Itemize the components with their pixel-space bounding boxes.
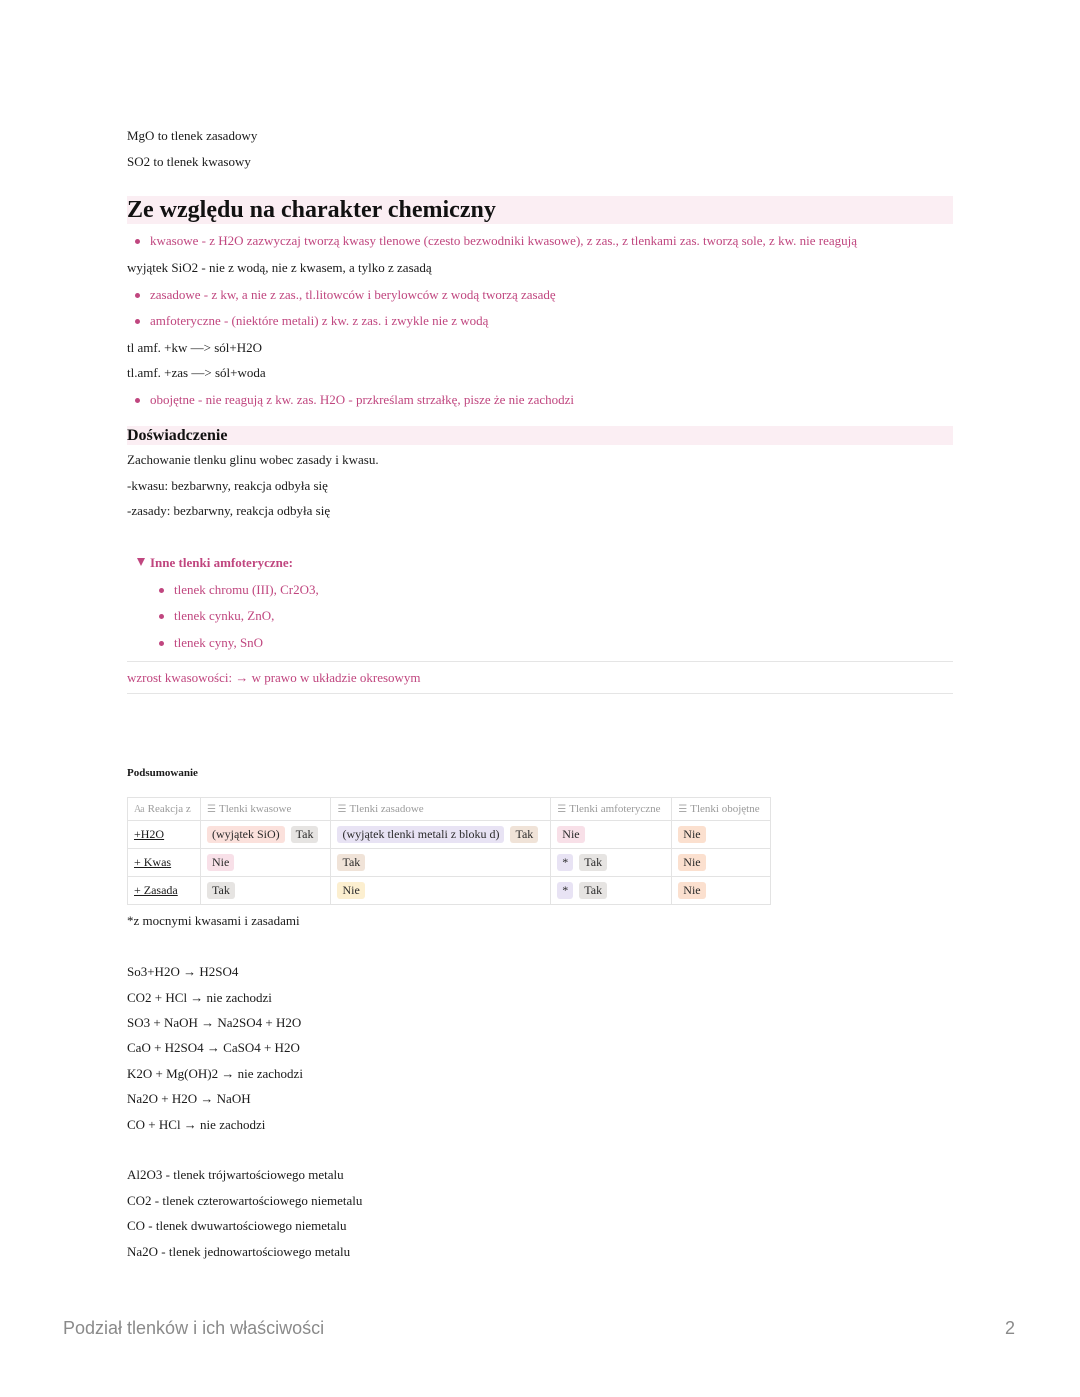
tag: (wyjątek SiO) bbox=[207, 826, 285, 843]
equation-line: tl.amf. +zas —> sól+woda bbox=[127, 365, 266, 380]
table-header-row bbox=[128, 798, 771, 821]
bullet-icon bbox=[159, 641, 164, 646]
tag: Tak bbox=[337, 854, 365, 871]
text-line: Zachowanie tlenku glinu wobec zasady i kwasu. bbox=[127, 452, 379, 467]
divider bbox=[127, 661, 953, 662]
row-name-cell[interactable] bbox=[128, 821, 201, 849]
footnote: *z mocnymi kwasami i zasadami bbox=[127, 913, 300, 928]
text-line: -zasady: bezbarwny, reakcja odbyła się bbox=[127, 503, 331, 518]
column-header[interactable]: ☰ Tlenki amfoteryczne bbox=[551, 798, 672, 821]
valency-line: CO2 - tlenek czterowartościowego niemetalu bbox=[127, 1193, 363, 1208]
table-cell[interactable] bbox=[551, 849, 672, 877]
column-header[interactable]: ☰ Tlenki kwasowe bbox=[201, 798, 331, 821]
table-cell[interactable] bbox=[551, 877, 672, 905]
list-property-icon: ☰ bbox=[557, 804, 566, 815]
tag: Nie bbox=[337, 882, 364, 899]
equation-line: tl amf. +kw —> sól+H2O bbox=[127, 340, 263, 355]
column-header[interactable]: Aa Reakcja z bbox=[128, 798, 201, 821]
tag: Tak bbox=[207, 882, 235, 899]
text-line: -kwasu: bezbarwny, reakcja odbyła się bbox=[127, 478, 328, 493]
tag: Nie bbox=[207, 854, 234, 871]
bullet-icon bbox=[135, 239, 140, 244]
reaction-line: CO + HCl → nie zachodzi bbox=[127, 1117, 266, 1132]
table-cell[interactable] bbox=[331, 821, 551, 849]
tag: (wyjątek tlenki metali z bloku d) bbox=[337, 826, 504, 843]
table-cell[interactable] bbox=[331, 849, 551, 877]
valency-line: Al2O3 - tlenek trójwartościowego metalu bbox=[127, 1167, 344, 1182]
column-header[interactable]: ☰ Tlenki obojętne bbox=[672, 798, 771, 821]
text-property-icon: Aa bbox=[134, 804, 144, 815]
list-property-icon: ☰ bbox=[207, 804, 215, 815]
tag: * bbox=[557, 882, 573, 899]
triangle-down-icon[interactable] bbox=[137, 558, 145, 566]
note-line: wyjątek SiO2 - nie z wodą, nie z kwasem, a tylko z zasadą bbox=[127, 260, 432, 275]
toggle-item: tlenek cyny, SnO bbox=[159, 635, 263, 651]
tag: Tak bbox=[579, 882, 607, 899]
row-name-link[interactable]: +H2O bbox=[134, 827, 165, 841]
valency-line: Na2O - tlenek jednowartościowego metalu bbox=[127, 1244, 351, 1259]
table-cell[interactable] bbox=[201, 849, 331, 877]
row-name-link[interactable]: + Zasada bbox=[134, 883, 178, 897]
summary-table bbox=[127, 797, 771, 905]
list-item: obojętne - nie reagują z kw. zas. H2O - przkreślam strzałkę, pisze że nie zachodzi bbox=[135, 392, 574, 408]
table-title: Podsumowanie bbox=[127, 767, 198, 779]
reaction-line: So3+H2O → H2SO4 bbox=[127, 964, 239, 979]
tag: Nie bbox=[678, 854, 705, 871]
list-property-icon: ☰ bbox=[337, 804, 346, 815]
bullet-icon bbox=[135, 293, 140, 298]
row-name-cell[interactable] bbox=[128, 849, 201, 877]
table-cell[interactable] bbox=[672, 849, 771, 877]
tag: Nie bbox=[557, 826, 584, 843]
section-heading bbox=[127, 426, 953, 445]
tag: Tak bbox=[291, 826, 319, 843]
table-row[interactable] bbox=[128, 821, 771, 849]
section-heading bbox=[127, 196, 953, 224]
list-item: kwasowe - z H2O zazwyczaj tworzą kwasy tlenowe (czesto bezwodniki kwasowe), z zas., z tlenkami zas. tworzą sole, z kw. nie reagują bbox=[135, 233, 857, 249]
heading-text: Doświadczenie bbox=[127, 427, 228, 444]
list-item: zasadowe - z kw, a nie z zas., tl.litowców i berylowców z wodą tworzą zasadę bbox=[135, 287, 556, 303]
bullet-icon bbox=[135, 319, 140, 324]
intro-line: SO2 to tlenek kwasowy bbox=[127, 154, 251, 169]
list-property-icon: ☰ bbox=[678, 804, 687, 815]
reaction-line: K2O + Mg(OH)2 → nie zachodzi bbox=[127, 1066, 303, 1081]
tag: Nie bbox=[678, 826, 705, 843]
toggle-item: tlenek cynku, ZnO, bbox=[159, 608, 274, 624]
table-cell[interactable] bbox=[551, 821, 672, 849]
table-cell[interactable] bbox=[201, 877, 331, 905]
table-cell[interactable] bbox=[672, 821, 771, 849]
row-name-link[interactable]: + Kwas bbox=[134, 855, 172, 869]
page-number: 2 bbox=[1005, 1318, 1016, 1338]
table-row[interactable] bbox=[128, 849, 771, 877]
bullet-icon bbox=[159, 614, 164, 619]
heading-text: Ze względu na charakter chemiczny bbox=[127, 197, 496, 223]
toggle-item: tlenek chromu (III), Cr2O3, bbox=[159, 582, 319, 598]
column-header[interactable]: ☰ Tlenki zasadowe bbox=[331, 798, 551, 821]
tag: Nie bbox=[678, 882, 705, 899]
table-cell[interactable] bbox=[331, 877, 551, 905]
reaction-line: Na2O + H2O → NaOH bbox=[127, 1091, 251, 1106]
tag: * bbox=[557, 854, 573, 871]
bullet-icon bbox=[159, 588, 164, 593]
reaction-line: SO3 + NaOH → Na2SO4 + H2O bbox=[127, 1015, 302, 1030]
table-cell[interactable] bbox=[201, 821, 331, 849]
footer-title: Podział tlenków i ich właściwości bbox=[63, 1318, 325, 1338]
tag: Tak bbox=[579, 854, 607, 871]
callout-text: wzrost kwasowości: → w prawo w układzie okresowym bbox=[127, 670, 421, 685]
valency-line: CO - tlenek dwuwartościowego niemetalu bbox=[127, 1218, 347, 1233]
table-cell[interactable] bbox=[672, 877, 771, 905]
tag: Tak bbox=[510, 826, 538, 843]
list-item: amfoteryczne - (niektóre metali) z kw. z zas. i zwykle nie z wodą bbox=[135, 313, 488, 329]
table-row[interactable] bbox=[128, 877, 771, 905]
row-name-cell[interactable] bbox=[128, 877, 201, 905]
reaction-line: CaO + H2SO4 → CaSO4 + H2O bbox=[127, 1040, 300, 1055]
bullet-icon bbox=[135, 398, 140, 403]
divider bbox=[127, 693, 953, 694]
intro-line: MgO to tlenek zasadowy bbox=[127, 128, 258, 143]
toggle-header[interactable]: Inne tlenki amfoteryczne: bbox=[137, 555, 293, 571]
reaction-line: CO2 + HCl → nie zachodzi bbox=[127, 990, 272, 1005]
